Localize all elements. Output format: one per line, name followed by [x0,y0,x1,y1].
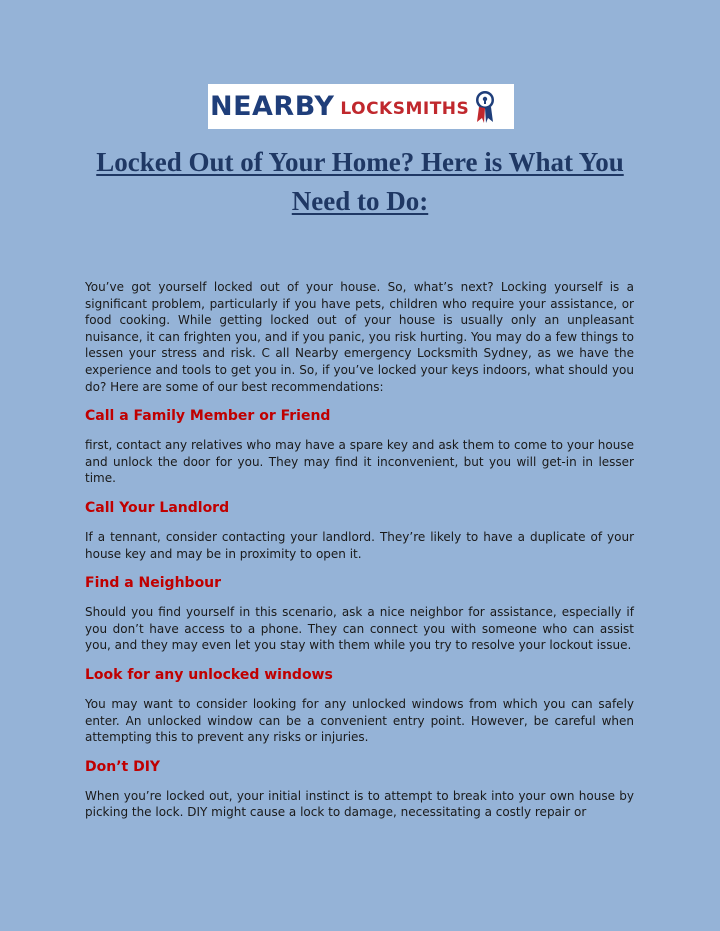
section-heading-landlord: Call Your Landlord [85,499,230,516]
section-body-diy: When you’re locked out, your initial instinct is to attempt to break into your own house by picking the lock. DIY might cause a lock to damage, necessitating a costly repair or [85,788,634,820]
article-body [85,279,634,821]
section-heading-diy: Don’t DIY [85,758,161,775]
section-body-windows: You may want to consider looking for any unlocked windows from which you can safely enter. An unlocked window can be a convenient entry point. However, be careful when attempting this to prevent any risks or injuries. [85,696,634,745]
section-body-family: first, contact any relatives who may have a spare key and ask them to come to your house and unlock the door for you. They may find it inconvenient, but you will get-in in lesser time. [85,438,634,486]
page-title: Locked Out of Your Home? Here is What You Need to Do: [96,147,624,216]
section-heading-family: Call a Family Member or Friend [85,408,331,425]
intro-paragraph: You’ve got yourself locked out of your house. So, what’s next? Locking yourself is a significant problem, particularly if you have pets, children who require your assistance, or food cooking. While getting locked out of your house is usually only an unpleasant nuisance, it can frighten you, and if you panic, you risk hurting. You may do a few things to lessen your stress and risk. C all Nearby emergency Locksmith Sydney, as we have the experience and tools to get you in. So, if you’ve locked your keys indoors, what should you do? Here are some of our best recommendations: [85,280,634,394]
logo-word-locksmiths: LOCKSMITHS [340,99,470,119]
section-heading-neighbour: Find a Neighbour [85,575,222,592]
section-body-neighbour: Should you find yourself in this scenario, ask a nice neighbor for assistance, especially if you don’t have access to a phone. They can connect you with someone who can assist you, and they may even let you stay with them while you try to resolve your lockout issue. [85,605,634,653]
company-logo [208,84,514,129]
section-body-landlord: If a tennant, consider contacting your landlord. They’re likely to have a duplicate of your house key and may be in proximity to open it. [85,529,634,561]
logo-word-nearby: NEARBY [210,91,335,122]
keyhole-seal-icon [473,90,497,124]
section-heading-windows: Look for any unlocked windows [85,666,333,683]
